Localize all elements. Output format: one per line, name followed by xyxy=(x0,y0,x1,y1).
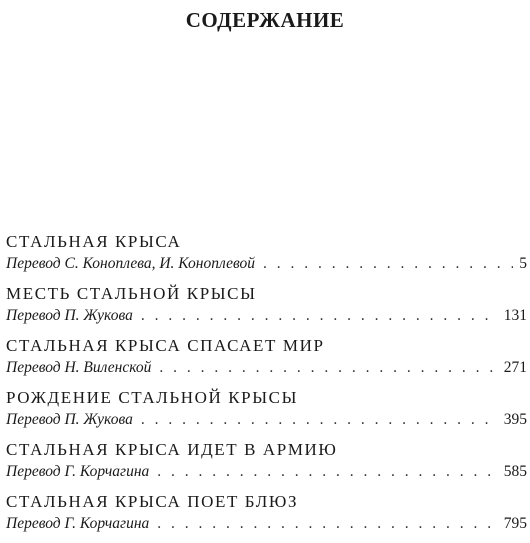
dot-leader xyxy=(263,253,513,274)
table-of-contents xyxy=(6,231,527,543)
entry-line xyxy=(6,409,527,430)
page-title: СОДЕРЖАНИЕ xyxy=(185,8,345,32)
entry-translator: Перевод П. Жукова xyxy=(6,411,133,428)
entry-translator: Перевод Н. Виленской xyxy=(6,359,152,376)
toc-entry xyxy=(6,283,527,335)
entry-title: РОЖДЕНИЕ СТАЛЬНОЙ КРЫСЫ xyxy=(6,388,299,407)
entry-title: СТАЛЬНАЯ КРЫСА СПАСАЕТ МИР xyxy=(6,336,325,355)
entry-title: СТАЛЬНАЯ КРЫСА ИДЕТ В АРМИЮ xyxy=(6,440,338,459)
toc-entry xyxy=(6,439,527,491)
toc-entry xyxy=(6,491,527,543)
entry-title: СТАЛЬНАЯ КРЫСА ПОЕТ БЛЮЗ xyxy=(6,492,299,511)
dot-leader xyxy=(141,305,498,326)
entry-page-number: 585 xyxy=(503,463,527,480)
dot-leader xyxy=(141,409,498,430)
dot-leader xyxy=(159,357,497,378)
entry-title: СТАЛЬНАЯ КРЫСА xyxy=(6,232,182,251)
toc-entry xyxy=(6,231,527,283)
entry-line xyxy=(6,461,527,482)
entry-line xyxy=(6,513,527,534)
entry-page-number: 271 xyxy=(503,359,527,376)
entry-line xyxy=(6,253,527,274)
entry-line xyxy=(6,305,527,326)
entry-page-number: 795 xyxy=(503,515,527,532)
entry-translator: Перевод Г. Корчагина xyxy=(6,463,150,480)
entry-translator: Перевод С. Коноплева, И. Коноплевой xyxy=(6,255,255,272)
entry-translator: Перевод Г. Корчагина xyxy=(6,515,150,532)
dot-leader xyxy=(157,513,497,534)
entry-page-number: 395 xyxy=(503,411,527,428)
entry-translator: Перевод П. Жукова xyxy=(6,307,133,324)
toc-entry xyxy=(6,387,527,439)
dot-leader xyxy=(157,461,497,482)
entry-page-number: 131 xyxy=(503,307,527,324)
entry-line xyxy=(6,357,527,378)
entry-title: МЕСТЬ СТАЛЬНОЙ КРЫСЫ xyxy=(6,284,257,303)
toc-entry xyxy=(6,335,527,387)
entry-page-number: 5 xyxy=(519,255,527,272)
